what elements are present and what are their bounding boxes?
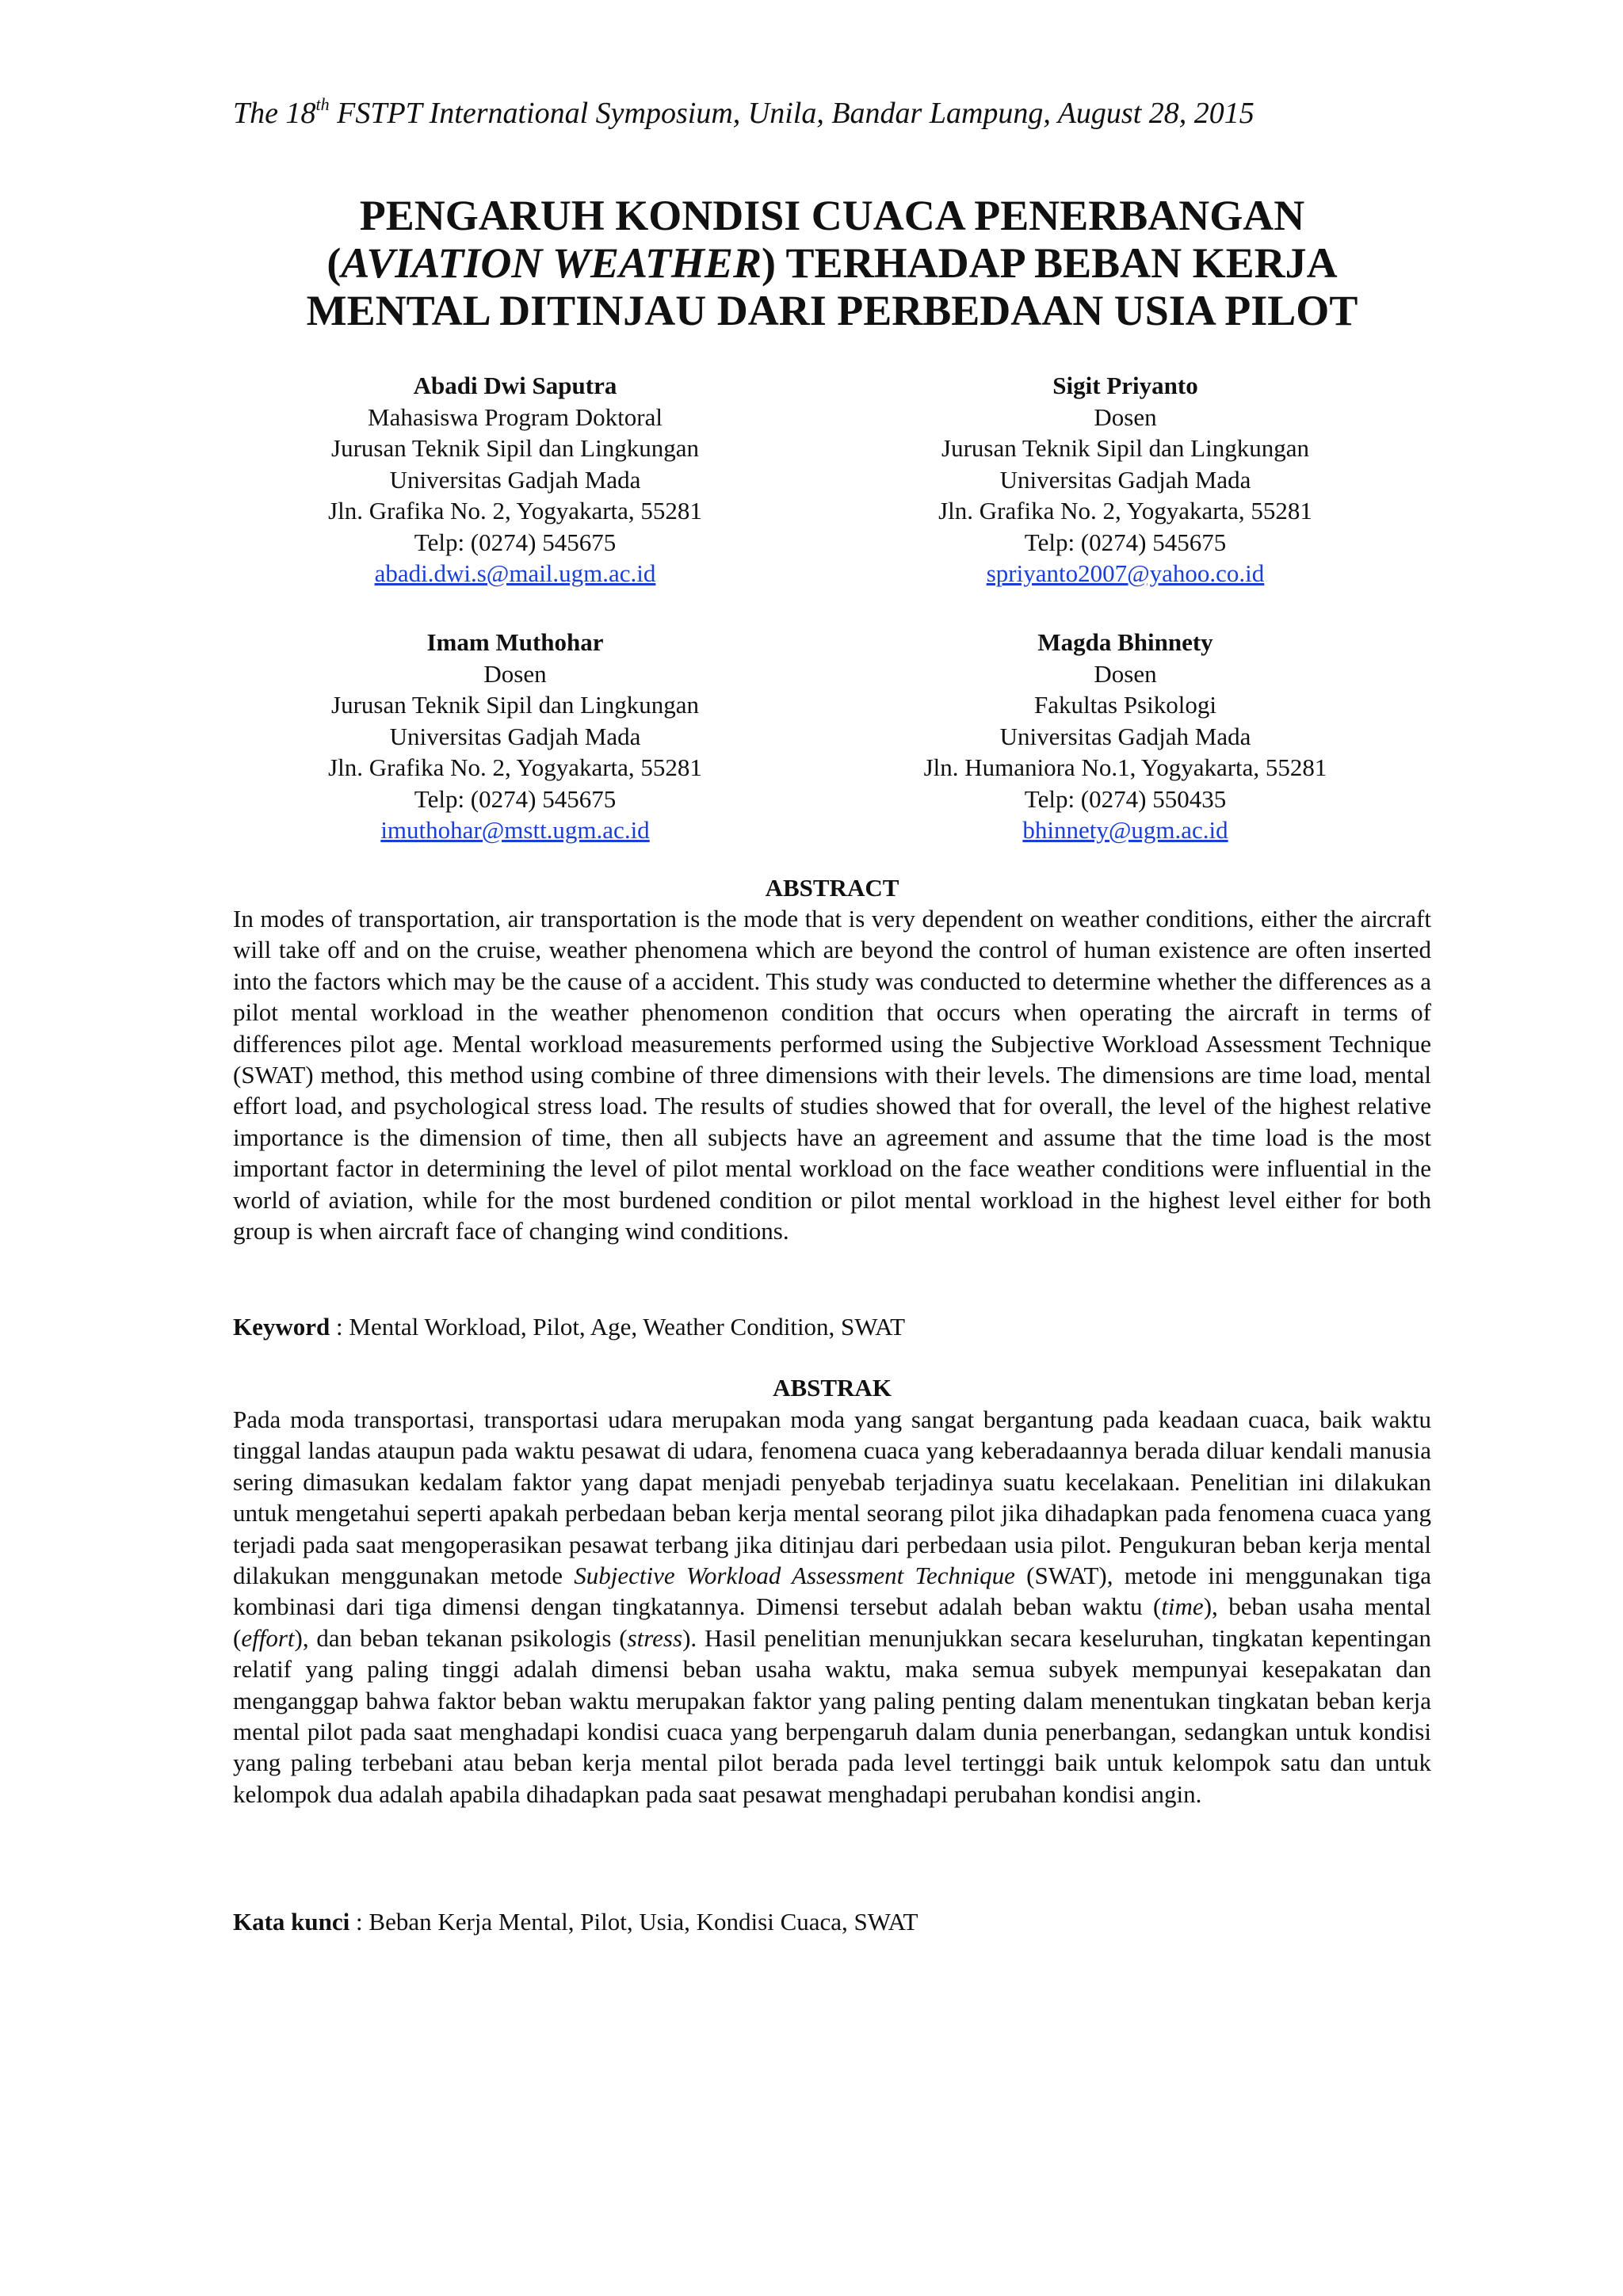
author-name: Magda Bhinnety	[1037, 628, 1213, 656]
author-name: Sigit Priyanto	[1052, 372, 1198, 399]
abstrak-text-2: (SWAT), metode ini menggunakan tiga kombinasi dari tiga dimensi dengan tingkatannya. Dimensi tersebut adalah beban waktu (	[233, 1562, 1431, 1621]
author-address: Jln. Humaniora No.1, Yogyakarta, 55281	[923, 753, 1327, 781]
author-block-3	[214, 627, 816, 846]
author-role: Dosen	[1094, 659, 1157, 688]
author-name: Imam Muthohar	[426, 628, 604, 656]
author-department: Jurusan Teknik Sipil dan Lingkungan	[331, 691, 699, 719]
title-italic-term: AVIATION WEATHER	[341, 239, 762, 287]
author-phone: Telp: (0274) 545675	[1024, 528, 1227, 556]
author-address: Jln. Grafika No. 2, Yogyakarta, 55281	[328, 497, 702, 524]
author-phone: Telp: (0274) 545675	[414, 784, 617, 813]
abstract-body: In modes of transportation, air transportation is the mode that is very dependent on weather conditions, either the aircraft will take off and on the cruise, weather phenomena which are beyond the control of human existence are often inserted into the factors which may be the cause of a accident. This study was conducted to determine whether the differences as a pilot mental workload in the weather phenomenon condition that occurs when operating the aircraft in terms of differences pilot age. Mental workload measurements performed using the Subjective Workload Assessment Technique (SWAT) method, this method using combine of three dimensions with their levels. The dimensions are time load, mental effort load, and psychological stress load. The results of studies showed that for overall, the level of the highest relative importance is the dimension of time, then all subjects have an agreement and assume that the time load is the most important factor in determining the level of pilot mental workload on the face weather conditions were influential in the world of aviation, while for the most burdened condition or pilot mental workload in the highest level either for both group is when aircraft face of changing wind conditions.	[233, 905, 1431, 1245]
author-address: Jln. Grafika No. 2, Yogyakarta, 55281	[328, 753, 702, 781]
author-email-link[interactable]: bhinnety@ugm.ac.id	[1022, 816, 1228, 844]
author-university: Universitas Gadjah Mada	[999, 722, 1251, 750]
abstrak-italic-stress: stress	[627, 1623, 683, 1652]
author-block-4	[824, 627, 1426, 846]
abstrak-body	[233, 1404, 1431, 1810]
conference-header-superscript: th	[315, 94, 330, 114]
keyword-label: Keyword	[233, 1313, 330, 1341]
kata-kunci-line	[233, 1907, 1431, 1937]
author-role: Mahasiswa Program Doktoral	[368, 402, 663, 431]
conference-header-suffix: FSTPT International Symposium, Unila, Bandar Lampung, August 28, 2015	[329, 97, 1254, 130]
author-name: Abadi Dwi Saputra	[413, 372, 617, 399]
author-department: Fakultas Psikologi	[1034, 691, 1216, 719]
author-email-link[interactable]: spriyanto2007@yahoo.co.id	[986, 559, 1265, 587]
conference-header-prefix: The 18	[233, 97, 316, 130]
abstrak-text-1: Pada moda transportasi, transportasi udara merupakan moda yang sangat bergantung pada keadaan cuaca, baik waktu tinggal landas ataupun pada waktu pesawat di udara, fenomena cuaca yang keberadaannya berada diluar kendali manusia sering dimasukan kedalam faktor yang dapat menjadi penyebab terjadinya suatu kecelakaan. Penelitian ini dilakukan untuk mengetahui seperti apakah perbedaan beban kerja mental seorang pilot jika dihadapkan pada fenomena cuaca yang terjadi pada saat mengoperasikan pesawat terbang jika ditinjau dari perbedaan usia pilot. Pengukuran beban kerja mental dilakukan menggunakan metode	[233, 1405, 1431, 1590]
abstrak-heading: ABSTRAK	[773, 1374, 892, 1402]
author-block-1	[214, 370, 816, 589]
author-email-link[interactable]: abadi.dwi.s@mail.ugm.ac.id	[374, 559, 656, 587]
title-paren-open: (	[327, 239, 342, 287]
title-line-1: PENGARUH KONDISI CUACA PENERBANGAN	[359, 192, 1305, 239]
paper-title	[182, 192, 1482, 334]
keyword-line	[233, 1312, 1431, 1342]
abstrak-italic-effort: effort	[241, 1623, 295, 1652]
abstrak-text-4: ), dan beban tekanan psikologis (	[294, 1623, 628, 1652]
author-university: Universitas Gadjah Mada	[389, 465, 641, 494]
kata-kunci-text: : Beban Kerja Mental, Pilot, Usia, Kondisi Cuaca, SWAT	[349, 1908, 918, 1936]
author-email-link[interactable]: imuthohar@mstt.ugm.ac.id	[380, 816, 650, 844]
conference-header	[233, 93, 1422, 133]
abstrak-italic-time: time	[1161, 1592, 1204, 1621]
author-phone: Telp: (0274) 550435	[1024, 784, 1227, 813]
kata-kunci-label: Kata kunci	[233, 1908, 350, 1936]
author-role: Dosen	[1094, 402, 1157, 431]
title-line-2-rest: ) TERHADAP BEBAN KERJA	[762, 239, 1338, 287]
abstrak-text-5: ). Hasil penelitian menunjukkan secara keseluruhan, tingkatan kepentingan relatif yang paling tinggi adalah dimensi beban usaha waktu, maka semua subyek mempunyai kesepakatan dan menganggap bahwa faktor beban waktu merupakan faktor yang paling penting dalam menentukan tingkatan beban kerja mental pilot pada saat menghadapi kondisi cuaca yang berpengaruh dalam dunia penerbangan, sedangkan untuk kondisi yang paling terbebani atau beban kerja mental pilot berada pada level tertinggi baik untuk kelompok satu dan untuk kelompok dua adalah apabila dihadapkan pada saat pesawat menghadapi perubahan kondisi angin.	[233, 1623, 1432, 1808]
author-address: Jln. Grafika No. 2, Yogyakarta, 55281	[938, 497, 1312, 524]
author-role: Dosen	[483, 659, 547, 688]
abstrak-text-3: ), beban usaha mental (	[233, 1592, 1432, 1652]
author-phone: Telp: (0274) 545675	[414, 528, 617, 556]
author-block-2	[824, 370, 1426, 589]
abstract-heading: ABSTRACT	[765, 874, 899, 902]
keyword-text: : Mental Workload, Pilot, Age, Weather Condition, SWAT	[330, 1313, 906, 1341]
title-line-3: MENTAL DITINJAU DARI PERBEDAAN USIA PILOT	[306, 287, 1358, 334]
author-university: Universitas Gadjah Mada	[999, 465, 1251, 494]
title-line-2	[182, 239, 1482, 287]
author-department: Jurusan Teknik Sipil dan Lingkungan	[941, 434, 1309, 462]
author-department: Jurusan Teknik Sipil dan Lingkungan	[331, 434, 699, 462]
author-university: Universitas Gadjah Mada	[389, 722, 641, 750]
abstrak-italic-swat: Subjective Workload Assessment Technique	[574, 1562, 1015, 1590]
